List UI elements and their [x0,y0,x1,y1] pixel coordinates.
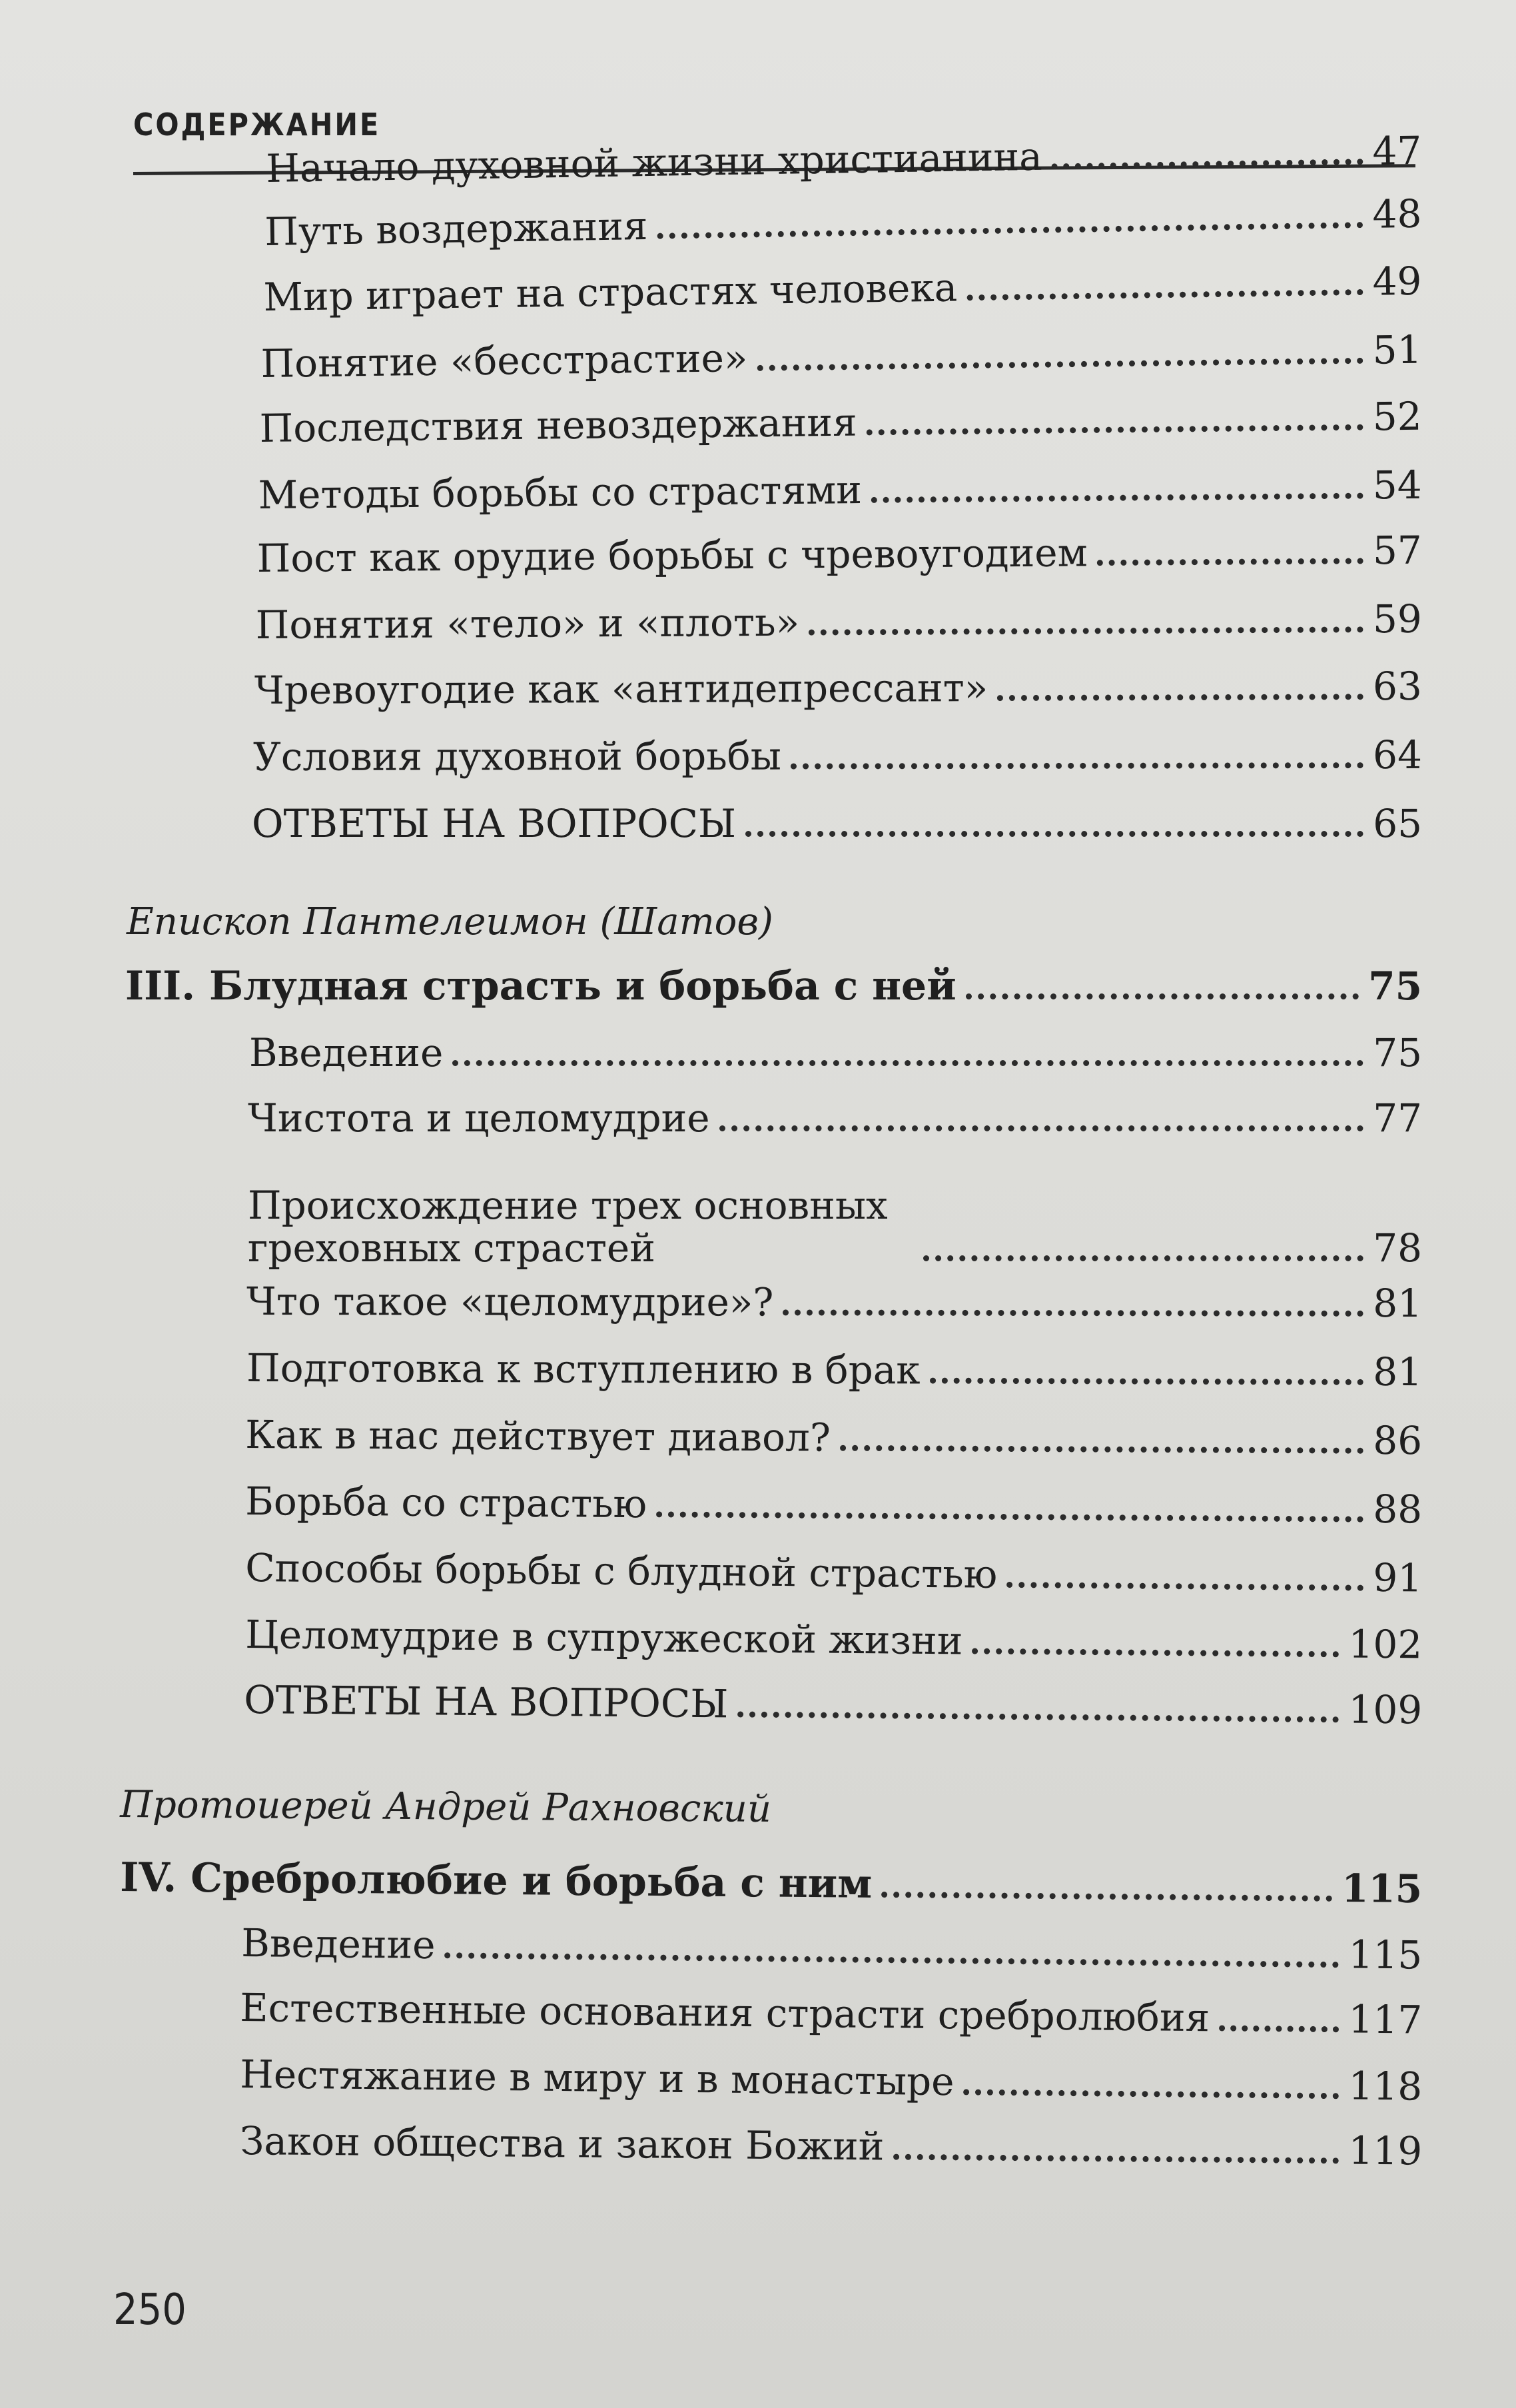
toc-entry [266,129,1422,190]
dot-leader [867,424,1363,436]
toc-entry-title: Условия духовной борьбы [252,733,781,780]
toc-entry [246,1280,1422,1325]
dot-leader [791,762,1363,770]
toc-entry [240,2053,1423,2108]
toc-entry [248,1183,1422,1269]
toc-entry-title: Что такое «целомудрие»? [246,1279,774,1325]
dot-leader [783,1309,1363,1317]
toc-entry-title: Способы борьбы с блудной страстью [244,1545,998,1597]
toc-entry-title: Методы борьбы со страстями [258,467,863,518]
toc-entry-page: 88 [1373,1486,1423,1532]
dot-leader [1097,558,1363,566]
toc-entry-title: Начало духовной жизни христианина [265,133,1043,191]
toc-entry-page: 118 [1348,2063,1423,2109]
toc-entry [258,464,1421,516]
dot-leader [656,1511,1363,1522]
toc-entry-page: 81 [1373,1349,1423,1395]
toc-entry-page: 57 [1372,527,1422,574]
toc-entry [256,598,1422,646]
dot-leader [963,2089,1339,2099]
toc-entry-page: 64 [1373,732,1423,778]
dot-leader [930,1378,1364,1385]
page-number: 250 [113,2285,187,2335]
toc-entry-page: 52 [1372,393,1422,440]
toc-entry-title: Последствия невоздержания [259,399,857,451]
toc-entry-title: Происхождение трех основных греховных страстей [248,1183,888,1271]
toc-entry-page: 78 [1373,1225,1422,1271]
toc-entry-title: Путь воздержания [264,203,648,255]
toc-entry-page: 91 [1373,1554,1423,1601]
dot-leader [893,2154,1339,2164]
toc-entry-page: 48 [1371,191,1422,237]
toc-entry-title: Введение [249,1030,444,1075]
toc-entry [249,1031,1422,1074]
toc-chapter [125,965,1422,1007]
running-header: СОДЕРЖАНИЕ [133,107,381,143]
toc-entry-title: Как в нас действует диавол? [244,1412,831,1461]
dot-leader [966,993,1359,999]
dot-leader [1219,2025,1339,2032]
toc-entry-page: 75 [1373,1030,1422,1075]
dot-leader [972,1648,1339,1658]
section-author: Епископ Пантелеимон (Шатов) [127,900,773,943]
toc-chapter [120,1856,1422,1910]
toc-entry-page: 119 [1348,2127,1423,2174]
dot-leader [657,222,1363,239]
toc-entry-page: 75 [1368,963,1422,1009]
dot-leader [444,1952,1339,1968]
toc-entry-title: Пост как орудие борьбы с чревоугодием [256,530,1088,581]
toc-entry-page: 86 [1373,1417,1423,1464]
toc-entry [240,2119,1422,2172]
toc-entry [240,1986,1423,2042]
toc-entry-title: IV. Сребролюбие и борьба с ним [119,1854,873,1908]
dot-leader [881,1892,1332,1902]
toc-entry-title: Естественные основания страсти сребролюбия [239,1985,1210,2041]
toc-entry [245,1613,1422,1666]
toc-entry [263,260,1422,318]
dot-leader [840,1445,1363,1454]
dot-leader [997,694,1363,701]
toc-entry [248,1097,1422,1139]
toc-entry [253,734,1422,778]
toc-entry [246,1347,1422,1393]
dot-leader [809,626,1363,635]
toc-entry-title: Целомудрие в супружеской жизни [244,1612,963,1664]
toc-entry [245,1546,1422,1599]
toc-entry-title: ОТВЕТЫ НА ВОПРОСЫ [243,1677,729,1727]
toc-entry-page: 102 [1348,1621,1423,1668]
toc-entry [241,1922,1423,1977]
toc-entry-title: Понятия «тело» и «плоть» [255,599,800,648]
toc-entry-page: 77 [1373,1095,1422,1141]
dot-leader [737,1711,1339,1722]
toc-entry-page: 115 [1341,1866,1423,1912]
dot-leader [966,289,1363,301]
toc-entry [244,1678,1422,1731]
dot-leader [923,1255,1363,1261]
toc-entry-page: 47 [1371,127,1422,174]
toc-entry-title: Подготовка к вступлению в брак [246,1345,921,1393]
toc-entry [260,328,1422,385]
toc-entry-page: 63 [1372,663,1422,710]
dot-leader [1052,159,1363,169]
toc-entry [245,1480,1422,1530]
toc-entry-title: Нестяжание в миру и в монастыре [239,2052,954,2105]
dot-leader [871,493,1363,503]
toc-entry-page: 51 [1372,326,1422,373]
toc-entry-title: Борьба со страстью [244,1479,647,1527]
dot-leader [1006,1582,1363,1591]
toc-entry-page: 49 [1372,258,1422,304]
toc-entry [259,395,1422,450]
dot-leader [452,1060,1363,1066]
toc-entry [254,665,1422,712]
toc-entry-title: Мир играет на страстях человека [263,265,958,320]
dot-leader [757,358,1363,371]
section-author: Протоиерей Андрей Рахновский [120,1783,772,1831]
toc-entry-page: 117 [1348,1996,1423,2043]
toc-entry-page: 65 [1373,801,1422,846]
toc-entry-page: 109 [1348,1686,1423,1733]
toc-entry-title: Закон общества и закон Божий [239,2118,885,2169]
toc-entry-title: III. Блудная страсть и борьба с ней [125,963,956,1009]
toc-entry-title: Понятие «бесстрастие» [260,335,748,386]
toc-entry [245,1413,1422,1462]
toc-entry-title: Чистота и целомудрие [248,1095,710,1141]
toc-entry [252,802,1422,845]
toc-entry-page: 81 [1373,1280,1423,1327]
dot-leader [719,1125,1364,1131]
toc-entry-title: ОТВЕТЫ НА ВОПРОСЫ [252,801,737,846]
toc-entry-title: Введение [240,1920,436,1968]
toc-entry [257,529,1422,580]
toc-entry-page: 115 [1348,1932,1423,1978]
toc-entry-page: 59 [1372,596,1422,642]
toc-entry [264,193,1422,253]
toc-entry-page: 54 [1372,462,1422,508]
dot-leader [745,831,1363,837]
toc-entry-title: Чревоугодие как «антидепрессант» [254,665,988,713]
